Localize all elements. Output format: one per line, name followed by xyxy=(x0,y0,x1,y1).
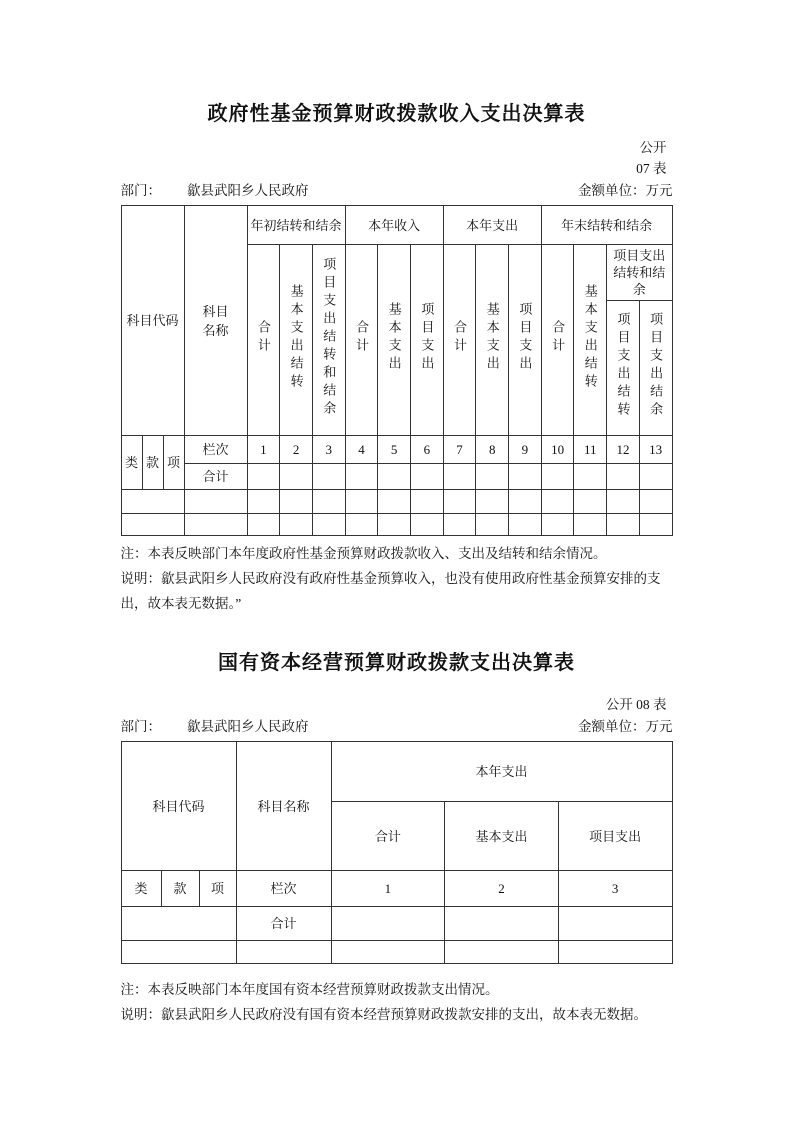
value-cell xyxy=(607,514,640,536)
value-cell xyxy=(443,490,476,514)
lane-number: 9 xyxy=(509,436,542,464)
value-cell xyxy=(378,514,411,536)
value-cell xyxy=(574,464,607,490)
header-col-4: 合计 xyxy=(345,245,378,436)
code-col-section: 款 xyxy=(161,871,199,907)
header-subgroup-project-balance: 项目支出结转和结余 xyxy=(607,245,672,301)
empty-name-cell xyxy=(236,941,331,964)
lane-number: 8 xyxy=(476,436,509,464)
empty-code-cell xyxy=(121,907,236,941)
value-cell xyxy=(639,514,672,536)
header-group-begin-balance: 年初结转和结余 xyxy=(247,206,345,245)
value-cell xyxy=(312,490,345,514)
lane-number: 7 xyxy=(443,436,476,464)
lane-number: 3 xyxy=(558,871,672,907)
value-cell xyxy=(541,464,574,490)
empty-code-cell xyxy=(121,514,184,536)
value-cell xyxy=(280,490,313,514)
header-subject-code: 科目代码 xyxy=(121,206,184,436)
lane-number: 2 xyxy=(280,436,313,464)
header-col-basic: 基本支出 xyxy=(445,802,559,871)
lane-number: 6 xyxy=(410,436,443,464)
header-group-year-income: 本年收入 xyxy=(345,206,443,245)
header-group-year-expense: 本年支出 xyxy=(443,206,541,245)
value-cell xyxy=(345,464,378,490)
value-cell xyxy=(558,941,672,964)
value-cell xyxy=(443,464,476,490)
header-col-2: 基本支出结转 xyxy=(280,245,313,436)
lane-number: 1 xyxy=(331,871,445,907)
value-cell xyxy=(280,514,313,536)
table07-meta xyxy=(121,137,673,179)
table07-department xyxy=(121,181,309,201)
header-col-3: 项目支出结转和结余 xyxy=(312,245,345,436)
value-cell xyxy=(410,514,443,536)
lane-number: 11 xyxy=(574,436,607,464)
table08-title: 国有资本经营预算财政拨款支出决算表 xyxy=(218,652,575,674)
table07-notes xyxy=(121,541,673,616)
header-col-12: 项目支出结转 xyxy=(607,301,640,436)
value-cell xyxy=(574,490,607,514)
header-col-7: 合计 xyxy=(443,245,476,436)
table08-note: 注：本表反映部门本年度国有资本经营预算财政拨款支出情况。 xyxy=(120,982,499,997)
value-cell xyxy=(445,941,559,964)
header-col-10: 合计 xyxy=(541,245,574,436)
lane-number: 5 xyxy=(378,436,411,464)
lane-number: 1 xyxy=(247,436,280,464)
value-cell xyxy=(607,464,640,490)
code-col-class: 类 xyxy=(121,871,161,907)
empty-name-cell xyxy=(184,490,247,514)
value-cell xyxy=(331,907,445,941)
value-cell xyxy=(607,490,640,514)
value-cell xyxy=(247,514,280,536)
lane-number: 2 xyxy=(445,871,559,907)
table08-sheet-label: 公开 08 表 xyxy=(605,697,667,712)
value-cell xyxy=(247,464,280,490)
table08-remark: 说明：歙县武阳乡人民政府没有国有资本经营预算财政拨款安排的支出，故本表无数据。 xyxy=(120,1007,647,1022)
header-col-1: 合计 xyxy=(247,245,280,436)
empty-code-cell xyxy=(121,941,236,964)
header-col-5: 基本支出 xyxy=(378,245,411,436)
lane-number: 12 xyxy=(607,436,640,464)
code-col-item: 项 xyxy=(199,871,236,907)
value-cell xyxy=(312,514,345,536)
value-cell xyxy=(378,490,411,514)
value-cell xyxy=(476,464,509,490)
table08-dept-label: 部门： xyxy=(120,719,161,734)
value-cell xyxy=(558,907,672,941)
value-cell xyxy=(509,490,542,514)
page-content xyxy=(121,0,673,1027)
table07-title: 政府性基金预算财政拨款收入支出决算表 xyxy=(207,103,586,125)
lane-label-cell: 栏次 xyxy=(236,871,331,907)
table08-dept-row xyxy=(121,717,673,737)
total-label-cell: 合计 xyxy=(184,464,247,490)
table08-unit-label: 金额单位：万元 xyxy=(578,719,673,734)
table07-remark: 说明：歙县武阳乡人民政府没有政府性基金预算收入，也没有使用政府性基金预算安排的支出，故本表无数据。” xyxy=(120,571,661,611)
value-cell xyxy=(345,514,378,536)
value-cell xyxy=(410,490,443,514)
value-cell xyxy=(541,490,574,514)
table08-department xyxy=(121,717,309,737)
value-cell xyxy=(280,464,313,490)
value-cell xyxy=(445,907,559,941)
lane-number: 13 xyxy=(639,436,672,464)
value-cell xyxy=(312,464,345,490)
value-cell xyxy=(410,464,443,490)
table-07 xyxy=(121,205,673,536)
header-col-11: 基本支出结转 xyxy=(574,245,607,436)
value-cell xyxy=(331,941,445,964)
table07-dept-value: 歙县武阳乡人民政府 xyxy=(187,183,309,198)
value-cell xyxy=(509,464,542,490)
total-label-cell: 合计 xyxy=(236,907,331,941)
table07-note: 注：本表反映部门本年度政府性基金预算财政拨款收入、支出及结转和结余情况。 xyxy=(120,546,607,561)
code-col-section: 款 xyxy=(142,436,163,490)
value-cell xyxy=(476,514,509,536)
empty-name-cell xyxy=(184,514,247,536)
lane-number: 3 xyxy=(312,436,345,464)
value-cell xyxy=(541,514,574,536)
value-cell xyxy=(509,514,542,536)
value-cell xyxy=(378,464,411,490)
header-col-project: 项目支出 xyxy=(558,802,672,871)
table07-unit-label: 金额单位：万元 xyxy=(578,183,673,198)
table08-meta xyxy=(121,694,673,715)
lane-number: 10 xyxy=(541,436,574,464)
code-col-class: 类 xyxy=(121,436,142,490)
table07-dept-label: 部门： xyxy=(120,183,161,198)
header-group-end-balance: 年末结转和结余 xyxy=(541,206,672,245)
table07-sheet-label: 07 表 xyxy=(636,161,667,176)
table08-dept-value: 歙县武阳乡人民政府 xyxy=(187,719,309,734)
value-cell xyxy=(639,464,672,490)
table-08 xyxy=(121,741,673,964)
value-cell xyxy=(639,490,672,514)
header-subject-name: 科目名称 xyxy=(184,206,247,436)
table07-dept-row xyxy=(121,181,673,201)
header-col-8: 基本支出 xyxy=(476,245,509,436)
lane-label-cell: 栏次 xyxy=(184,436,247,464)
header-col-total: 合计 xyxy=(331,802,445,871)
table08-notes xyxy=(121,977,673,1027)
header-subject-name: 科目名称 xyxy=(236,742,331,871)
header-col-13: 项目支出结余 xyxy=(639,301,672,436)
value-cell xyxy=(443,514,476,536)
table07-public-label: 公开 xyxy=(639,140,667,155)
code-col-item: 项 xyxy=(163,436,184,490)
value-cell xyxy=(476,490,509,514)
header-col-9: 项目支出 xyxy=(509,245,542,436)
header-col-6: 项目支出 xyxy=(410,245,443,436)
header-subject-code: 科目代码 xyxy=(121,742,236,871)
header-group-year-expense: 本年支出 xyxy=(331,742,672,802)
empty-code-cell xyxy=(121,490,184,514)
lane-number: 4 xyxy=(345,436,378,464)
value-cell xyxy=(247,490,280,514)
value-cell xyxy=(574,514,607,536)
value-cell xyxy=(345,490,378,514)
